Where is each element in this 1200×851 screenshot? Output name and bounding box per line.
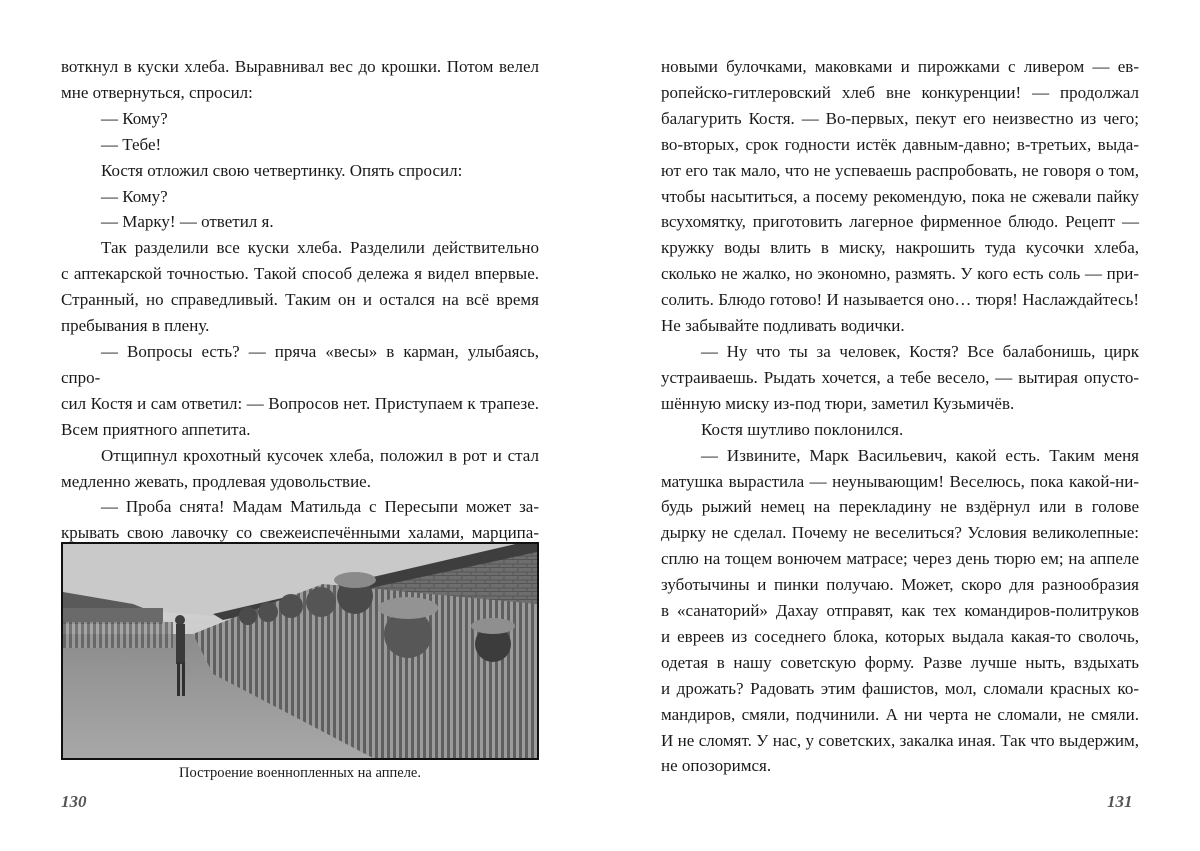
- text-line: — Ну что ты за человек, Костя? Все балабонишь, цирк: [701, 341, 1139, 361]
- text-line: новыми булочками, маковками и пирожками с ливером — ев-: [661, 57, 1139, 76]
- text-line: медленно жевать, продлевая удовольствие.: [61, 471, 371, 491]
- text-line: балагурить Костя. — Во-первых, пекут его неизвестно из чего;: [661, 108, 1139, 128]
- text-line: ют его так мало, что не успеваешь распробовать, не говоря о том,: [661, 160, 1139, 180]
- text-line: матушка вырастила — неунывающим! Веселюсь, пока какой-ни-: [661, 471, 1139, 491]
- text-line: — Проба снята! Мадам Матильда с Пересыпи может за-: [101, 497, 539, 517]
- text-line: и дрожать? Радовать этим фашистов, мол, сломали красных ко-: [661, 678, 1139, 698]
- text-line: Так разделили все куски хлеба. Разделили действительно: [101, 238, 539, 258]
- text-line: зуботычины и пинки получаю. Может, скоро для разнообразия: [661, 575, 1139, 595]
- text-line: с аптекарской точностью. Такой способ дележа я видел впервые.: [61, 264, 539, 284]
- text-line: — Вопросы есть? — пряча «весы» в карман, улыбаясь, спро-: [61, 341, 539, 387]
- text-line: и евреев из соседнего блока, которых выдала какая-то сволочь,: [661, 626, 1139, 646]
- photo-caption: Построение военнопленных на аппеле.: [179, 765, 421, 781]
- text-line: не опозоримся.: [661, 756, 772, 776]
- text-line: И не сломят. У нас, у советских, закалка иная. Так что выдержим,: [661, 730, 1139, 750]
- page-number-right: 131: [1107, 792, 1133, 811]
- text-line: Отщипнул крохотный кусочек хлеба, положил в рот и стал: [101, 445, 539, 465]
- text-line: Костя шутливо поклонился.: [701, 419, 904, 439]
- text-line: дырку не сделал. Почему не веселиться? Условия великолепные:: [661, 523, 1139, 543]
- text-line: — Кому?: [101, 108, 168, 128]
- text-line: пребывания в плену.: [61, 316, 210, 336]
- text-line: будь рыжий немец на перекладину не вздёрнул или в голове: [661, 497, 1139, 517]
- text-line: Всем приятного аппетита.: [61, 419, 251, 439]
- text-line: — Тебе!: [101, 134, 162, 154]
- text-line: ропейско-гитлеровский хлеб вне конкуренции! — продолжал: [661, 82, 1139, 102]
- right-page-text: [661, 54, 1139, 779]
- text-line: сколько не жалко, но экономно, размять. У кого есть соль — при-: [661, 264, 1139, 284]
- prisoners-roll-call-photo: [61, 542, 539, 760]
- text-line: Костя отложил свою четвертинку. Опять спросил:: [101, 160, 463, 180]
- text-line: одетая в нашу советскую форму. Разве лучше ныть, вздыхать: [661, 652, 1139, 672]
- text-line: в «санаторий» Дахау отправят, как тех командиров-политруков: [661, 601, 1139, 621]
- text-line: Странный, но справедливый. Таким он и остался на всё время: [61, 290, 539, 310]
- text-line: чтобы насытиться, а посему рекомендую, пока не сжевали пайку: [661, 186, 1139, 206]
- text-line: Не забывайте подливать водички.: [661, 316, 905, 336]
- text-line: сил Костя и сам ответил: — Вопросов нет. Приступаем к трапезе.: [61, 393, 539, 413]
- text-line: сплю на тощем вонючем матрасе; через день тюрю ем; на аппеле: [661, 549, 1139, 569]
- text-line: — Марку! — ответил я.: [101, 212, 274, 232]
- text-line: всухомятку, приготовить лагерное фирменное блюдо. Рецепт —: [661, 212, 1139, 232]
- text-line: устраиваешь. Рыдать хочется, а тебе весело, — вытирая опусто-: [661, 367, 1139, 387]
- text-line: — Кому?: [101, 186, 168, 206]
- page-number-left: 130: [61, 792, 87, 811]
- text-line: во-вторых, срок годности истёк давным-давно; в-третьих, выда-: [661, 134, 1139, 154]
- text-line: крывать свою лавочку со свежеиспечёнными халами, марципа-: [61, 523, 539, 543]
- text-line: — Извините, Марк Васильевич, какой есть. Таким меня: [701, 445, 1139, 465]
- text-line: мне отвернуться, спросил:: [61, 82, 253, 102]
- text-line: шённую миску из-под тюри, заметил Кузьмичёв.: [661, 393, 1015, 413]
- text-line: мандиров, смяли, подчинили. А ни черта не сломали, не смяли.: [661, 704, 1139, 724]
- text-line: солить. Блюдо готово! И называется оно… тюря! Наслаждайтесь!: [661, 290, 1139, 310]
- text-line: кружку воды влить в миску, накрошить туда кусочки хлеба,: [661, 238, 1139, 258]
- text-line: воткнул в куски хлеба. Выравнивал вес до крошки. Потом велел: [61, 57, 539, 76]
- left-page-text: [61, 54, 539, 546]
